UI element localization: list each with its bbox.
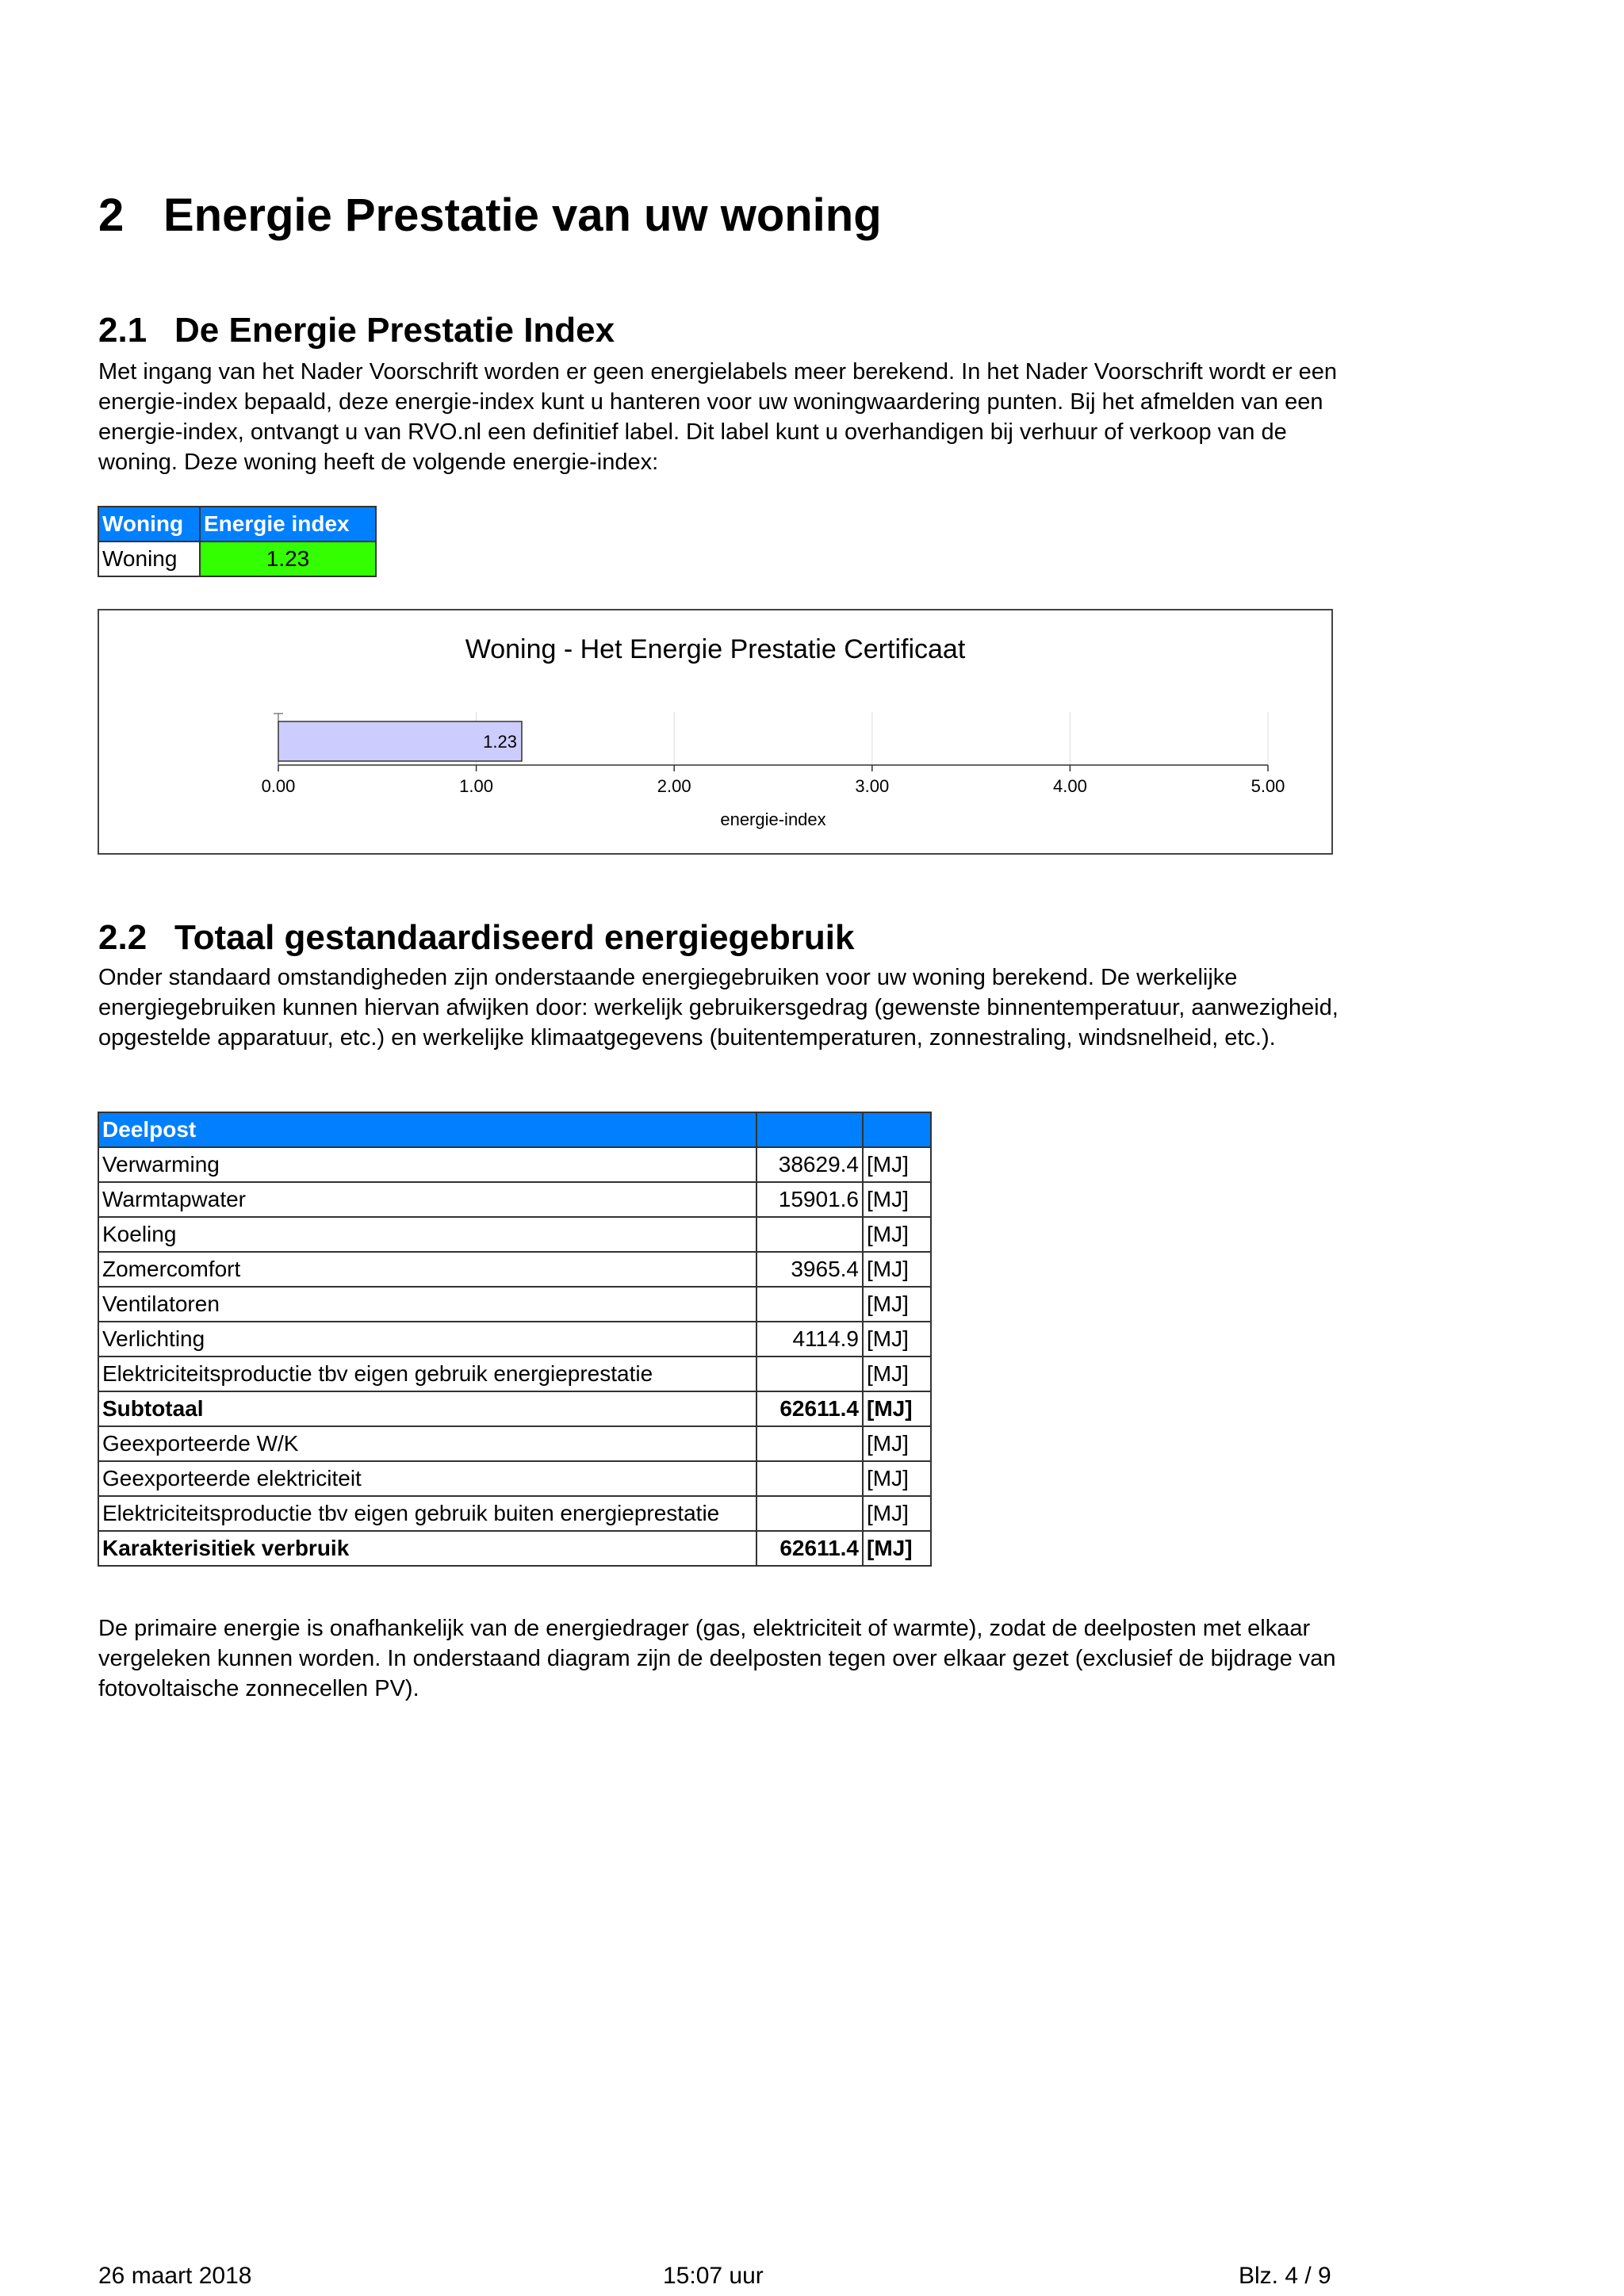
row-value: 15901.6 bbox=[756, 1182, 863, 1217]
row-value: 62611.4 bbox=[756, 1391, 863, 1426]
table-row bbox=[98, 1252, 931, 1287]
table-row bbox=[98, 1426, 931, 1461]
x-axis-label: energie-index bbox=[720, 809, 826, 829]
footer-date: 26 maart 2018 bbox=[98, 2263, 252, 2289]
x-tick-label: 1.00 bbox=[459, 776, 494, 796]
closing-paragraph: De primaire energie is onafhankelijk van de energiedrager (gas, elektriciteit of warmte), zodat de deelposten met elkaar vergeleken kunnen worden. In onderstaand diagram zijn de deelposten tegen over elkaar gezet (exclusief de bijdrage van fotovoltaische zonnecellen PV). bbox=[98, 1616, 1336, 1701]
row-value bbox=[756, 1496, 863, 1531]
chart-plot bbox=[99, 610, 1331, 853]
section-heading-2-2 bbox=[98, 918, 854, 958]
deelpost-header: Deelpost bbox=[98, 1112, 756, 1147]
energy-index-table bbox=[98, 506, 377, 577]
row-label: Geexporteerde elektriciteit bbox=[98, 1461, 756, 1496]
table-row bbox=[98, 1182, 931, 1217]
index-table-woning: Woning bbox=[98, 541, 200, 576]
footer-page: Blz. 4 / 9 bbox=[1239, 2263, 1331, 2289]
deelpost-table bbox=[98, 1112, 932, 1567]
row-label: Ventilatoren bbox=[98, 1287, 756, 1322]
deelpost-header-unit bbox=[863, 1112, 931, 1147]
table-row bbox=[98, 1322, 931, 1357]
row-unit: [MJ] bbox=[863, 1531, 931, 1566]
row-label: Geexporteerde W/K bbox=[98, 1426, 756, 1461]
row-label: Verwarming bbox=[98, 1147, 756, 1182]
row-unit: [MJ] bbox=[863, 1357, 931, 1391]
table-row bbox=[98, 1147, 931, 1182]
row-value: 38629.4 bbox=[756, 1147, 863, 1182]
table-row bbox=[98, 1496, 931, 1531]
row-unit: [MJ] bbox=[863, 1287, 931, 1322]
table-row bbox=[98, 1287, 931, 1322]
chapter-number: 2 bbox=[98, 189, 124, 241]
section-2-2-paragraph: Onder standaard omstandigheden zijn onderstaande energiegebruiken voor uw woning berekend. De werkelijke energiegebruiken kunnen hiervan afwijken door: werkelijk gebruikersgedrag (gewenste binnentemperatuur, aanwezigheid, opgestelde apparatuur, etc.) en werkelijke klimaatgegevens (buitentemperaturen, zonnestraling, windsnelheid, etc.). bbox=[98, 965, 1339, 1050]
section-2-1-paragraph: Met ingang van het Nader Voorschrift worden er geen energielabels meer berekend. In het Nader Voorschrift wordt er een energie-index bepaald, deze energie-index kunt u hanteren voor uw woningwaardering punten. Bij het afmelden van een energie-index, ontvangt u van RVO.nl een definitief label. Dit label kunt u overhandigen bij verhuur of verkoop van de woning. Deze woning heeft de volgende energie-index: bbox=[98, 359, 1338, 475]
table-row bbox=[98, 1217, 931, 1252]
row-label: Karakterisitiek verbruik bbox=[98, 1531, 756, 1566]
row-value bbox=[756, 1461, 863, 1496]
chapter-title: Energie Prestatie van uw woning bbox=[163, 189, 882, 241]
x-tick-label: 4.00 bbox=[1052, 776, 1087, 796]
row-label: Elektriciteitsproductie tbv eigen gebruik energieprestatie bbox=[98, 1357, 756, 1391]
row-label: Subtotaal bbox=[98, 1391, 756, 1426]
x-tick-label: 5.00 bbox=[1251, 776, 1285, 796]
section-title: Totaal gestandaardiseerd energiegebruik bbox=[174, 918, 855, 957]
section-heading-2-1 bbox=[98, 311, 615, 350]
row-value: 4114.9 bbox=[756, 1322, 863, 1357]
x-tick-label: 2.00 bbox=[657, 776, 691, 796]
table-row bbox=[98, 1357, 931, 1391]
chart-title: Woning - Het Energie Prestatie Certificaat bbox=[465, 634, 966, 664]
chapter-heading bbox=[98, 189, 882, 242]
row-value: 62611.4 bbox=[756, 1531, 863, 1566]
x-tick-label: 3.00 bbox=[855, 776, 890, 796]
bar-data-label: 1.23 bbox=[483, 732, 518, 752]
row-label: Elektriciteitsproductie tbv eigen gebruik buiten energieprestatie bbox=[98, 1496, 756, 1531]
row-label: Koeling bbox=[98, 1217, 756, 1252]
row-unit: [MJ] bbox=[863, 1461, 931, 1496]
section-number: 2.2 bbox=[98, 918, 147, 957]
row-label: Zomercomfort bbox=[98, 1252, 756, 1287]
row-unit: [MJ] bbox=[863, 1426, 931, 1461]
index-table-header-index: Energie index bbox=[200, 507, 376, 541]
row-unit: [MJ] bbox=[863, 1252, 931, 1287]
row-unit: [MJ] bbox=[863, 1496, 931, 1531]
row-value bbox=[756, 1217, 863, 1252]
row-value bbox=[756, 1357, 863, 1391]
row-value: 3965.4 bbox=[756, 1252, 863, 1287]
row-unit: [MJ] bbox=[863, 1391, 931, 1426]
index-table-value: 1.23 bbox=[200, 541, 376, 576]
section-number: 2.1 bbox=[98, 311, 147, 350]
section-title: De Energie Prestatie Index bbox=[174, 311, 615, 350]
row-value bbox=[756, 1287, 863, 1322]
footer-time: 15:07 uur bbox=[663, 2263, 764, 2289]
deelpost-header-value bbox=[756, 1112, 863, 1147]
row-label: Warmtapwater bbox=[98, 1182, 756, 1217]
row-unit: [MJ] bbox=[863, 1147, 931, 1182]
table-row bbox=[98, 1461, 931, 1496]
table-row bbox=[98, 1391, 931, 1426]
table-row bbox=[98, 1531, 931, 1566]
row-unit: [MJ] bbox=[863, 1322, 931, 1357]
energy-index-chart bbox=[98, 609, 1333, 855]
row-label: Verlichting bbox=[98, 1322, 756, 1357]
row-unit: [MJ] bbox=[863, 1217, 931, 1252]
x-tick-label: 0.00 bbox=[261, 776, 296, 796]
index-table-header-woning: Woning bbox=[98, 507, 200, 541]
row-value bbox=[756, 1426, 863, 1461]
row-unit: [MJ] bbox=[863, 1182, 931, 1217]
